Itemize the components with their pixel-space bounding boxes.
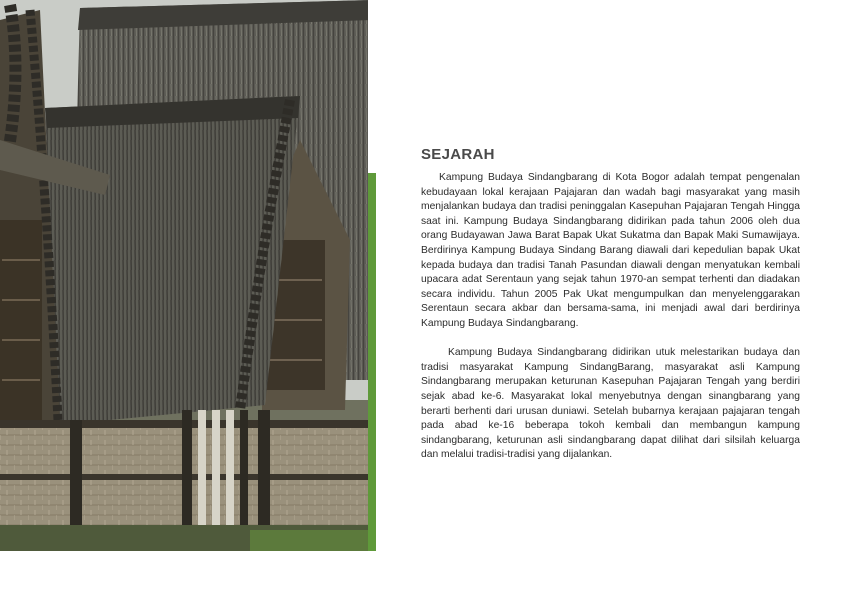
article-paragraph: Kampung Budaya Sindangbarang di Kota Bogor adalah tempat pengenalan kebudayaan lokal kerajaan Pajajaran dan wadah bagi masyarakat yang masih menjalankan budaya dan tradisi peninggalan Kasepuhan Pajajaran Tengah Hingga saat ini. Kampung Budaya Sindangbarang didirikan pada tahun 2006 oleh dua orang Budayawan Jawa Barat Bapak Ukat Sukatma dan Bapak Maki Sumawijaya. Berdirinya Kampung Budaya Sindang Barang diawali dari kepedulian bapak Ukat kepada budaya dan tradisi Tanah Pasundan diawali dengan menyatukan kembali upacara adat Serentaun yang sejak tahun 1970-an sempat terhenti dan diadakan secara individu. Tahun 2005 Pak Ukat mengumpulkan dan menyelenggarakan Serentaun secara akbar dan bersama-sama, ini menjadi awal dari berdirinya Kampung Budaya Sindangbarang.: [421, 172, 800, 329]
section-heading: SEJARAH: [421, 146, 495, 163]
article-body: [421, 171, 800, 463]
traditional-houses-photo: [0, 0, 368, 551]
accent-bar: [368, 173, 376, 551]
article-paragraph: Kampung Budaya Sindangbarang didirikan utuk melestarikan budaya dan tradisi masyarakat Kampung SindangBarang, masyarakat asli Kampung Sindangbarang merupakan keturunan Kasepuhan Pajajaran Tengah yang berdiri sejak abad ke-6. Masyarakat lokal menyebutnya dengan sinangbarang yang berarti berhenti dari urusan duniawi. Setelah bubarnya kerajaan pajajaran tengah pada abad ke-16 beberapa tokoh kembali dan membangun kampung sindangbarang, keturunan asli sindangbarang dapat dilihat dari silsilah keluarga dan melalui tradisi-tradisi yang dijalankan.: [421, 347, 800, 461]
